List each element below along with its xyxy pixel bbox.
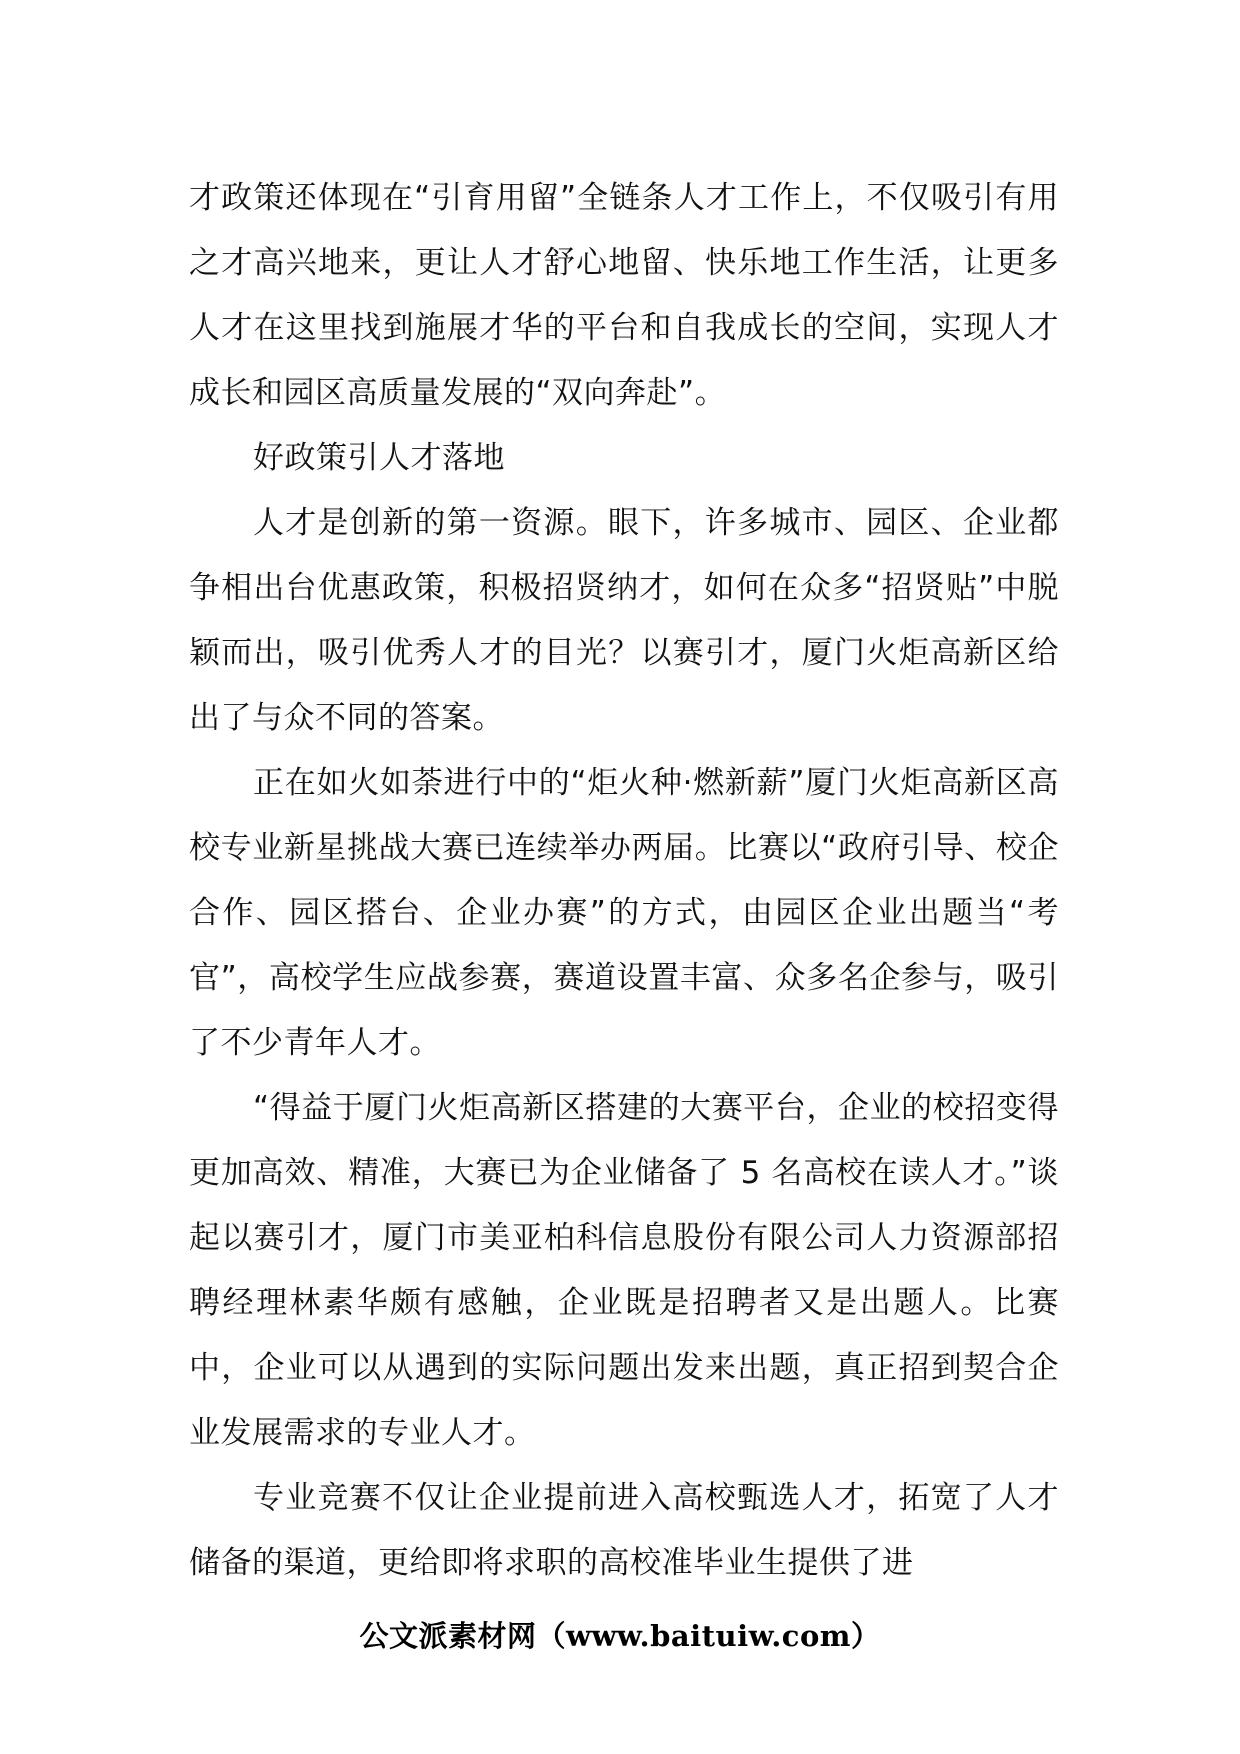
- footer-source: 公文派素材网（www.baituiw.com）: [359, 1619, 881, 1653]
- paragraph-5: 专业竞赛不仅让企业提前进入高校甄选人才，拓宽了人才储备的渠道，更给即将求职的高校准毕业生提供了进: [189, 1480, 1059, 1581]
- document-body: [189, 166, 1059, 1596]
- paragraph-3: 正在如火如荼进行中的“炬火种·燃新薪”厦门火炬高新区高校专业新星挑战大赛已连续举办两届。比赛以“政府引导、校企合作、园区搭台、企业办赛”的方式，由园区企业出题当“考官”，高校学生应战参赛，赛道设置丰富、众多名企参与，吸引了不少青年人才。: [189, 765, 1059, 1061]
- paragraph-4: “得益于厦门火炬高新区搭建的大赛平台，企业的校招变得更加高效、精准，大赛已为企业储备了 5 名高校在读人才。”谈起以赛引才，厦门市美亚柏科信息股份有限公司人力资源部招聘经理林素华颇有感触，企业既是招聘者又是出题人。比赛中，企业可以从遇到的实际问题出发来出题，真正招到契合企业发展需求的专业人才。: [189, 1090, 1059, 1451]
- section-heading: 好政策引人才落地: [253, 440, 505, 476]
- paragraph-2: 人才是创新的第一资源。眼下，许多城市、园区、企业都争相出台优惠政策，积极招贤纳才，如何在众多“招贤贴”中脱颖而出，吸引优秀人才的目光？以赛引才，厦门火炬高新区给出了与众不同的答案。: [189, 505, 1059, 736]
- paragraph-1: 才政策还体现在“引育用留”全链条人才工作上，不仅吸引有用之才高兴地来，更让人才舒心地留、快乐地工作生活，让更多人才在这里找到施展才华的平台和自我成长的空间，实现人才成长和园区高质量发展的“双向奔赴”。: [189, 180, 1059, 411]
